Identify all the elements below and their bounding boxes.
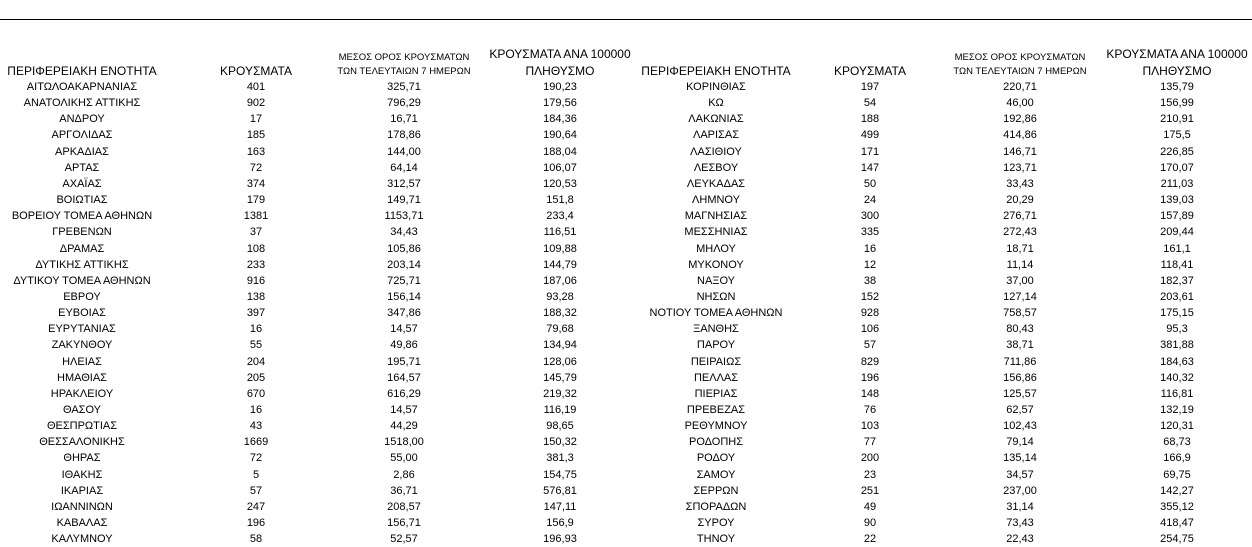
right-row-10-avg-7day: 18,71 (1006, 242, 1034, 255)
left-row-1-region: ΑΝΑΤΟΛΙΚΗΣ ΑΤΤΙΚΗΣ (23, 97, 141, 110)
right-row-18-avg-7day: 156,86 (1003, 371, 1037, 384)
right-row-27-avg-7day: 73,43 (1006, 517, 1034, 530)
left-row-14-avg-7day: 347,86 (387, 307, 421, 320)
right-row-23-region: ΡΟΔΟΥ (696, 452, 736, 465)
right-row-13-cases: 152 (860, 290, 880, 303)
left-row-26-per-100k: 147,11 (543, 500, 577, 513)
right-row-20-region: ΠΡΕΒΕΖΑΣ (686, 404, 746, 416)
right-row-25-per-100k: 142,27 (1160, 484, 1194, 497)
right-row-23-cases: 200 (860, 452, 880, 465)
right-row-16-region: ΠΑΡΟΥ (696, 339, 736, 352)
right-row-19-per-100k: 116,81 (1160, 387, 1194, 400)
header-per100k-left-line2: ΠΛΗΘΥΣΜΟ (525, 64, 595, 78)
left-row-13-region: ΕΒΡΟΥ (63, 290, 101, 303)
left-row-3-avg-7day: 178,86 (387, 129, 421, 142)
left-row-6-avg-7day: 312,57 (387, 177, 421, 190)
left-row-16-per-100k: 134,94 (543, 339, 577, 352)
left-row-4-avg-7day: 144,00 (387, 145, 421, 158)
right-row-14-cases: 928 (860, 307, 880, 320)
right-row-21-per-100k: 120,31 (1160, 420, 1194, 433)
header-region-right: ΠΕΡΙΦΕΡΕΙΑΚΗ ΕΝΟΤΗΤΑ (641, 64, 791, 78)
left-row-3-region: ΑΡΓΟΛΙΔΑΣ (51, 129, 113, 142)
right-row-1-per-100k: 156,99 (1160, 97, 1194, 110)
left-row-22-cases: 1669 (243, 436, 269, 449)
right-row-11-cases: 12 (863, 258, 877, 271)
right-row-19-region: ΠΙΕΡΙΑΣ (694, 387, 738, 400)
left-row-28-avg-7day: 52,57 (390, 533, 418, 546)
left-row-5-cases: 72 (249, 161, 263, 174)
right-row-8-cases: 300 (860, 210, 880, 223)
left-row-27-region: ΚΑΒΑΛΑΣ (56, 517, 108, 530)
header-avg-right-line2: ΤΩΝ ΤΕΛΕΥΤΑΙΩΝ 7 ΗΜΕΡΩΝ (953, 66, 1087, 77)
left-row-9-region: ΓΡΕΒΕΝΩΝ (52, 226, 112, 239)
left-row-28-per-100k: 196,93 (543, 533, 577, 546)
right-row-22-cases: 77 (863, 436, 877, 449)
right-row-19-cases: 148 (860, 387, 880, 400)
right-row-10-cases: 16 (863, 242, 877, 255)
right-row-0-avg-7day: 220,71 (1003, 81, 1037, 93)
right-row-14-region: ΝΟΤΙΟΥ ΤΟΜΕΑ ΑΘΗΝΩΝ (649, 307, 783, 320)
left-row-22-region: ΘΕΣΣΑΛΟΝΙΚΗΣ (39, 436, 125, 449)
right-row-7-per-100k: 139,03 (1160, 194, 1194, 207)
left-row-8-cases: 1381 (243, 210, 269, 223)
right-row-2-per-100k: 210,91 (1160, 113, 1194, 126)
left-row-4-per-100k: 188,04 (543, 145, 577, 158)
left-row-24-avg-7day: 2,86 (393, 468, 415, 481)
right-row-3-cases: 499 (860, 129, 880, 142)
right-row-14-per-100k: 175,15 (1160, 307, 1194, 320)
left-row-10-avg-7day: 105,86 (387, 242, 421, 255)
left-row-25-cases: 57 (249, 484, 263, 497)
left-row-19-per-100k: 219,32 (543, 387, 577, 400)
left-row-24-region: ΙΘΑΚΗΣ (61, 468, 103, 481)
left-row-7-per-100k: 151,8 (546, 194, 574, 207)
left-row-1-per-100k: 179,56 (543, 97, 577, 110)
right-row-4-region: ΛΑΣΙΘΙΟΥ (690, 145, 742, 158)
left-row-3-per-100k: 190,64 (543, 129, 577, 142)
right-row-17-avg-7day: 711,86 (1003, 355, 1037, 368)
left-row-16-avg-7day: 49,86 (390, 339, 418, 352)
right-row-22-avg-7day: 79,14 (1006, 436, 1034, 449)
left-row-23-cases: 72 (249, 452, 263, 465)
right-row-15-cases: 106 (860, 323, 880, 336)
left-row-28-region: ΚΑΛΥΜΝΟΥ (51, 533, 113, 546)
left-row-18-avg-7day: 164,57 (387, 371, 421, 384)
left-row-20-cases: 16 (249, 404, 263, 416)
left-row-0-region: ΑΙΤΩΛΟΑΚΑΡΝΑΝΙΑΣ (26, 81, 138, 93)
left-row-17-avg-7day: 195,71 (387, 355, 421, 368)
left-row-20-per-100k: 116,19 (543, 404, 577, 416)
left-row-16-cases: 55 (249, 339, 263, 352)
left-row-21-avg-7day: 44,29 (390, 420, 418, 433)
right-row-9-per-100k: 209,44 (1160, 226, 1194, 239)
left-row-4-region: ΑΡΚΑΔΙΑΣ (55, 145, 109, 158)
left-row-18-cases: 205 (246, 371, 266, 384)
right-row-14-avg-7day: 758,57 (1003, 307, 1037, 320)
right-row-12-avg-7day: 37,00 (1006, 274, 1034, 287)
left-row-25-per-100k: 576,81 (543, 484, 577, 497)
right-row-2-region: ΛΑΚΩΝΙΑΣ (688, 113, 744, 126)
header-per100k-left-line1: ΚΡΟΥΣΜΑΤΑ ΑΝΑ 100000 (489, 47, 631, 61)
right-row-21-cases: 103 (860, 420, 880, 433)
right-row-26-cases: 49 (863, 500, 877, 513)
right-row-25-avg-7day: 237,00 (1003, 484, 1037, 497)
right-row-16-per-100k: 381,88 (1160, 339, 1194, 352)
right-row-24-region: ΣΑΜΟΥ (696, 468, 736, 481)
right-row-22-per-100k: 68,73 (1163, 436, 1191, 449)
right-row-12-cases: 38 (863, 274, 877, 287)
right-row-15-region: ΞΑΝΘΗΣ (693, 323, 739, 336)
right-row-3-region: ΛΑΡΙΣΑΣ (692, 129, 739, 142)
left-row-16-region: ΖΑΚΥΝΘΟΥ (51, 339, 113, 352)
right-row-27-region: ΣΥΡΟΥ (697, 517, 735, 530)
left-row-15-cases: 16 (249, 323, 263, 336)
header-per100k-right-line1: ΚΡΟΥΣΜΑΤΑ ΑΝΑ 100000 (1106, 47, 1248, 61)
header-per100k-right-line2: ΠΛΗΘΥΣΜΟ (1142, 64, 1212, 78)
right-row-6-avg-7day: 33,43 (1006, 177, 1034, 190)
right-row-5-region: ΛΕΣΒΟΥ (693, 161, 739, 174)
right-row-19-avg-7day: 125,57 (1003, 387, 1037, 400)
left-row-13-avg-7day: 156,14 (387, 290, 421, 303)
left-row-14-cases: 397 (246, 307, 266, 320)
left-row-2-avg-7day: 16,71 (390, 113, 418, 126)
left-row-8-region: ΒΟΡΕΙΟΥ ΤΟΜΕΑ ΑΘΗΝΩΝ (11, 210, 153, 223)
left-row-10-region: ΔΡΑΜΑΣ (59, 242, 105, 255)
left-row-19-cases: 670 (246, 387, 266, 400)
right-row-3-per-100k: 175,5 (1163, 129, 1191, 142)
right-row-21-avg-7day: 102,43 (1003, 420, 1037, 433)
right-row-26-region: ΣΠΟΡΑΔΩΝ (685, 500, 747, 513)
right-row-5-cases: 147 (860, 161, 880, 174)
left-row-17-region: ΗΛΕΙΑΣ (62, 355, 102, 368)
left-row-2-per-100k: 184,36 (543, 113, 577, 126)
right-row-0-cases: 197 (860, 81, 880, 93)
right-row-2-avg-7day: 192,86 (1003, 113, 1037, 126)
left-row-22-per-100k: 150,32 (543, 436, 577, 449)
left-row-5-avg-7day: 64,14 (390, 161, 418, 174)
right-row-12-region: ΝΑΞΟΥ (697, 274, 735, 287)
left-row-0-cases: 401 (246, 81, 266, 93)
right-row-27-cases: 90 (863, 517, 877, 530)
header-avg-right-line1: ΜΕΣΟΣ ΟΡΟΣ ΚΡΟΥΣΜΑΤΩΝ (954, 52, 1086, 63)
left-row-10-cases: 108 (246, 242, 266, 255)
left-row-17-cases: 204 (246, 355, 266, 368)
left-row-5-region: ΑΡΤΑΣ (64, 161, 100, 174)
right-row-11-region: ΜΥΚΟΝΟΥ (688, 258, 744, 271)
left-row-19-region: ΗΡΑΚΛΕΙΟΥ (50, 387, 114, 400)
right-row-18-per-100k: 140,32 (1160, 371, 1194, 384)
right-row-18-region: ΠΕΛΛΑΣ (693, 371, 739, 384)
left-row-11-cases: 233 (246, 258, 266, 271)
right-row-10-per-100k: 161,1 (1163, 242, 1191, 255)
left-row-7-region: ΒΟΙΩΤΙΑΣ (56, 194, 108, 207)
left-row-10-per-100k: 109,88 (543, 242, 577, 255)
right-row-5-per-100k: 170,07 (1160, 161, 1194, 174)
right-row-4-cases: 171 (860, 145, 880, 158)
left-row-26-avg-7day: 208,57 (387, 500, 421, 513)
left-row-4-cases: 163 (246, 145, 266, 158)
right-row-24-per-100k: 69,75 (1163, 468, 1191, 481)
right-row-2-cases: 188 (860, 113, 880, 126)
left-row-26-cases: 247 (246, 500, 266, 513)
right-row-28-region: ΤΗΝΟΥ (696, 533, 736, 546)
right-row-20-per-100k: 132,19 (1160, 404, 1194, 416)
left-row-12-avg-7day: 725,71 (387, 274, 421, 287)
left-row-28-cases: 58 (249, 533, 263, 546)
left-row-23-region: ΘΗΡΑΣ (63, 452, 101, 465)
right-row-13-per-100k: 203,61 (1160, 290, 1194, 303)
right-row-9-cases: 335 (860, 226, 880, 239)
left-row-27-per-100k: 156,9 (546, 517, 574, 530)
left-row-11-region: ΔΥΤΙΚΗΣ ΑΤΤΙΚΗΣ (35, 258, 129, 271)
right-row-23-per-100k: 166,9 (1163, 452, 1191, 465)
left-row-6-per-100k: 120,53 (543, 177, 577, 190)
left-row-21-cases: 43 (249, 420, 263, 433)
left-row-0-avg-7day: 325,71 (387, 81, 421, 93)
right-row-25-cases: 251 (860, 484, 880, 497)
right-row-26-avg-7day: 31,14 (1006, 500, 1034, 513)
right-row-13-avg-7day: 127,14 (1003, 290, 1037, 303)
left-row-12-per-100k: 187,06 (543, 274, 577, 287)
right-row-24-cases: 23 (863, 468, 877, 481)
right-row-20-avg-7day: 62,57 (1006, 404, 1034, 416)
right-row-7-region: ΛΗΜΝΟΥ (692, 194, 740, 207)
left-row-23-avg-7day: 55,00 (390, 452, 418, 465)
left-row-11-avg-7day: 203,14 (387, 258, 421, 271)
left-row-23-per-100k: 381,3 (546, 452, 574, 465)
right-row-4-per-100k: 226,85 (1160, 145, 1194, 158)
left-row-9-per-100k: 116,51 (543, 226, 577, 239)
right-row-6-cases: 50 (863, 177, 877, 190)
left-row-15-avg-7day: 14,57 (390, 323, 418, 336)
right-row-13-region: ΝΗΣΩΝ (696, 290, 736, 303)
left-row-17-per-100k: 128,06 (543, 355, 577, 368)
right-row-0-per-100k: 135,79 (1160, 81, 1194, 93)
right-row-20-cases: 76 (863, 404, 877, 416)
left-row-25-avg-7day: 36,71 (390, 484, 418, 497)
right-row-5-avg-7day: 123,71 (1003, 161, 1037, 174)
right-row-9-avg-7day: 272,43 (1003, 226, 1037, 239)
left-row-1-cases: 902 (246, 97, 266, 110)
right-row-25-region: ΣΕΡΡΩΝ (693, 484, 739, 497)
right-row-8-per-100k: 157,89 (1160, 210, 1194, 223)
left-row-14-per-100k: 188,32 (543, 307, 577, 320)
right-row-8-region: ΜΑΓΝΗΣΙΑΣ (684, 210, 748, 223)
left-row-11-per-100k: 144,79 (543, 258, 577, 271)
right-row-28-cases: 22 (863, 533, 877, 546)
right-row-7-cases: 24 (863, 194, 877, 207)
left-row-20-avg-7day: 14,57 (390, 404, 418, 416)
left-row-24-cases: 5 (252, 468, 260, 481)
left-row-27-cases: 196 (246, 517, 266, 530)
header-cases-left: ΚΡΟΥΣΜΑΤΑ (220, 64, 292, 78)
right-row-7-avg-7day: 20,29 (1006, 194, 1034, 207)
right-row-22-region: ΡΟΔΟΠΗΣ (688, 436, 744, 449)
right-row-1-region: ΚΩ (708, 97, 724, 110)
left-row-26-region: ΙΩΑΝΝΙΝΩΝ (51, 500, 113, 513)
header-avg-left-line1: ΜΕΣΟΣ ΟΡΟΣ ΚΡΟΥΣΜΑΤΩΝ (338, 52, 470, 63)
right-row-26-per-100k: 355,12 (1160, 500, 1194, 513)
left-row-21-region: ΘΕΣΠΡΩΤΙΑΣ (46, 420, 118, 433)
left-row-6-cases: 374 (246, 177, 266, 190)
left-row-7-avg-7day: 149,71 (387, 194, 421, 207)
right-row-3-avg-7day: 414,86 (1003, 129, 1037, 142)
left-row-20-region: ΘΑΣΟΥ (62, 404, 102, 416)
header-avg-left-line2: ΤΩΝ ΤΕΛΕΥΤΑΙΩΝ 7 ΗΜΕΡΩΝ (337, 66, 471, 77)
right-row-15-avg-7day: 80,43 (1006, 323, 1034, 336)
left-row-3-cases: 185 (246, 129, 266, 142)
header-cases-right: ΚΡΟΥΣΜΑΤΑ (834, 64, 906, 78)
left-row-1-avg-7day: 796,29 (387, 97, 421, 110)
left-row-21-per-100k: 98,65 (546, 420, 574, 433)
left-row-18-per-100k: 145,79 (543, 371, 577, 384)
right-row-23-avg-7day: 135,14 (1003, 452, 1037, 465)
right-row-17-per-100k: 184,63 (1160, 355, 1194, 368)
right-row-15-per-100k: 95,3 (1166, 323, 1188, 336)
left-row-9-avg-7day: 34,43 (390, 226, 418, 239)
right-row-1-cases: 54 (863, 97, 877, 110)
left-row-22-avg-7day: 1518,00 (384, 436, 424, 449)
right-row-6-region: ΛΕΥΚΑΔΑΣ (686, 177, 746, 190)
left-row-12-region: ΔΥΤΙΚΟΥ ΤΟΜΕΑ ΑΘΗΝΩΝ (13, 274, 151, 287)
left-row-9-cases: 37 (249, 226, 263, 239)
left-row-6-region: ΑΧΑΪΑΣ (62, 177, 102, 190)
left-row-15-region: ΕΥΡΥΤΑΝΙΑΣ (48, 323, 116, 336)
left-row-12-cases: 916 (246, 274, 266, 287)
left-row-8-avg-7day: 1153,71 (384, 210, 424, 223)
header-region-left: ΠΕΡΙΦΕΡΕΙΑΚΗ ΕΝΟΤΗΤΑ (7, 64, 157, 78)
right-row-24-avg-7day: 34,57 (1006, 468, 1034, 481)
right-row-17-cases: 829 (860, 355, 880, 368)
left-row-18-region: ΗΜΑΘΙΑΣ (57, 371, 107, 384)
left-row-0-per-100k: 190,23 (543, 81, 577, 93)
right-row-17-region: ΠΕΙΡΑΙΩΣ (690, 355, 742, 368)
right-row-11-avg-7day: 11,14 (1006, 258, 1034, 271)
left-row-2-region: ΑΝΔΡΟΥ (59, 113, 105, 126)
right-row-12-per-100k: 182,37 (1160, 274, 1194, 287)
right-row-21-region: ΡΕΘΥΜΝΟΥ (684, 420, 748, 433)
left-row-5-per-100k: 106,07 (543, 161, 577, 174)
right-row-0-region: ΚΟΡΙΝΘΙΑΣ (686, 81, 746, 93)
right-row-6-per-100k: 211,03 (1160, 177, 1194, 190)
right-row-8-avg-7day: 276,71 (1003, 210, 1037, 223)
left-row-2-cases: 17 (249, 113, 263, 126)
right-row-16-cases: 57 (863, 339, 877, 352)
right-row-9-region: ΜΕΣΣΗΝΙΑΣ (684, 226, 748, 239)
left-row-13-per-100k: 93,28 (546, 290, 574, 303)
left-row-25-region: ΙΚΑΡΙΑΣ (60, 484, 104, 497)
left-row-19-avg-7day: 616,29 (387, 387, 421, 400)
left-row-8-per-100k: 233,4 (546, 210, 574, 223)
right-row-16-avg-7day: 38,71 (1006, 339, 1034, 352)
right-row-10-region: ΜΗΛΟΥ (696, 242, 736, 255)
right-row-28-per-100k: 254,75 (1160, 533, 1194, 546)
left-row-24-per-100k: 154,75 (543, 468, 577, 481)
left-row-13-cases: 138 (246, 290, 266, 303)
right-row-1-avg-7day: 46,00 (1006, 97, 1034, 110)
right-row-4-avg-7day: 146,71 (1003, 145, 1037, 158)
left-row-27-avg-7day: 156,71 (387, 517, 421, 530)
right-row-27-per-100k: 418,47 (1160, 517, 1194, 530)
right-row-11-per-100k: 118,41 (1160, 258, 1194, 271)
left-row-7-cases: 179 (246, 194, 266, 207)
right-row-28-avg-7day: 22,43 (1006, 533, 1034, 546)
right-row-18-cases: 196 (860, 371, 880, 384)
left-row-15-per-100k: 79,68 (546, 323, 574, 336)
left-row-14-region: ΕΥΒΟΙΑΣ (58, 307, 106, 320)
